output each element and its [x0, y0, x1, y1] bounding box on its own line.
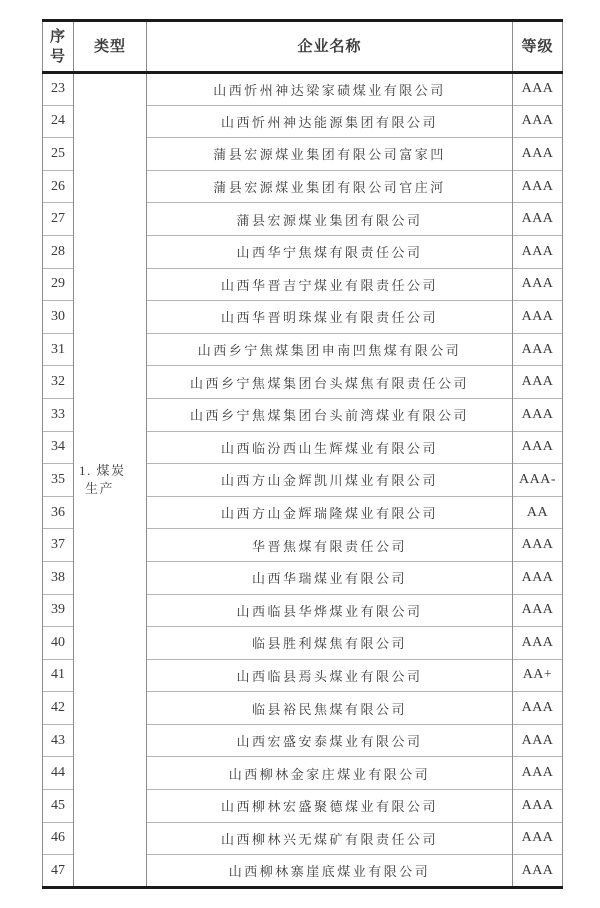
row-number: 44 [43, 757, 74, 790]
grade-value: AAA [513, 757, 563, 790]
header-row [43, 21, 563, 73]
company-name: 山西方山金辉凯川煤业有限公司 [147, 464, 513, 497]
company-name: 蒲县宏源煤业集团有限公司 [147, 203, 513, 236]
company-name: 山西乡宁焦煤集团台头煤焦有限责任公司 [147, 366, 513, 399]
row-number: 33 [43, 398, 74, 431]
company-name: 山西临县华烨煤业有限公司 [147, 594, 513, 627]
row-number: 45 [43, 790, 74, 823]
table-header [43, 21, 563, 73]
company-name: 临县裕民焦煤有限公司 [147, 692, 513, 725]
company-name: 山西临汾西山生辉煤业有限公司 [147, 431, 513, 464]
company-name: 山西柳林寨崖底煤业有限公司 [147, 855, 513, 888]
row-number: 24 [43, 105, 74, 138]
table-body [43, 73, 563, 888]
grade-value: AAA [513, 138, 563, 171]
type-label-line2: 生产 [85, 480, 115, 496]
company-name: 山西乡宁焦煤集团台头前湾煤业有限公司 [147, 398, 513, 431]
company-name: 山西忻州神达能源集团有限公司 [147, 105, 513, 138]
company-name: 临县胜利煤焦有限公司 [147, 627, 513, 660]
company-name: 山西方山金辉瑞隆煤业有限公司 [147, 496, 513, 529]
grade-value: AA+ [513, 659, 563, 692]
type-group-cell [74, 73, 147, 888]
company-name: 华晋焦煤有限责任公司 [147, 529, 513, 562]
col-header-type: 类型 [74, 21, 147, 73]
company-name: 山西柳林金家庄煤业有限公司 [147, 757, 513, 790]
grade-value: AAA [513, 724, 563, 757]
row-number: 26 [43, 170, 74, 203]
row-number: 41 [43, 659, 74, 692]
company-name: 山西临县焉头煤业有限公司 [147, 659, 513, 692]
company-name: 山西乡宁焦煤集团申南凹焦煤有限公司 [147, 333, 513, 366]
row-number: 46 [43, 822, 74, 855]
row-number: 30 [43, 301, 74, 334]
grade-value: AAA [513, 301, 563, 334]
enterprise-rating-table [42, 19, 563, 889]
grade-value: AAA [513, 105, 563, 138]
row-number: 23 [43, 73, 74, 106]
company-name: 山西宏盛安泰煤业有限公司 [147, 724, 513, 757]
row-number: 37 [43, 529, 74, 562]
grade-value: AAA [513, 561, 563, 594]
grade-value: AAA [513, 822, 563, 855]
col-header-no: 序号 [43, 21, 74, 73]
row-number: 28 [43, 235, 74, 268]
row-number: 43 [43, 724, 74, 757]
grade-value: AAA [513, 594, 563, 627]
row-number: 27 [43, 203, 74, 236]
row-number: 40 [43, 627, 74, 660]
row-number: 35 [43, 464, 74, 497]
grade-value: AAA- [513, 464, 563, 497]
row-number: 32 [43, 366, 74, 399]
row-number: 36 [43, 496, 74, 529]
company-name: 山西柳林宏盛聚德煤业有限公司 [147, 790, 513, 823]
grade-value: AAA [513, 170, 563, 203]
row-number: 39 [43, 594, 74, 627]
grade-value: AAA [513, 73, 563, 106]
row-number: 25 [43, 138, 74, 171]
grade-value: AAA [513, 529, 563, 562]
grade-value: AAA [513, 333, 563, 366]
row-number: 38 [43, 561, 74, 594]
type-label-line1: 1. 煤炭 [79, 462, 126, 478]
grade-value: AAA [513, 268, 563, 301]
grade-value: AAA [513, 627, 563, 660]
grade-value: AA [513, 496, 563, 529]
row-number: 31 [43, 333, 74, 366]
grade-value: AAA [513, 398, 563, 431]
company-name: 山西华瑞煤业有限公司 [147, 561, 513, 594]
company-name: 蒲县宏源煤业集团有限公司富家凹 [147, 138, 513, 171]
grade-value: AAA [513, 431, 563, 464]
grade-value: AAA [513, 203, 563, 236]
company-name: 山西华晋明珠煤业有限责任公司 [147, 301, 513, 334]
row-number: 42 [43, 692, 74, 725]
company-name: 蒲县宏源煤业集团有限公司官庄河 [147, 170, 513, 203]
grade-value: AAA [513, 855, 563, 888]
table-row [43, 73, 563, 106]
row-number: 29 [43, 268, 74, 301]
grade-value: AAA [513, 235, 563, 268]
company-name: 山西华宁焦煤有限责任公司 [147, 235, 513, 268]
company-name: 山西柳林兴无煤矿有限责任公司 [147, 822, 513, 855]
row-number: 47 [43, 855, 74, 888]
row-number: 34 [43, 431, 74, 464]
company-name: 山西忻州神达梁家碛煤业有限公司 [147, 73, 513, 106]
col-header-grade: 等级 [513, 21, 563, 73]
grade-value: AAA [513, 692, 563, 725]
grade-value: AAA [513, 366, 563, 399]
company-name: 山西华晋吉宁煤业有限责任公司 [147, 268, 513, 301]
grade-value: AAA [513, 790, 563, 823]
col-header-name: 企业名称 [147, 21, 513, 73]
